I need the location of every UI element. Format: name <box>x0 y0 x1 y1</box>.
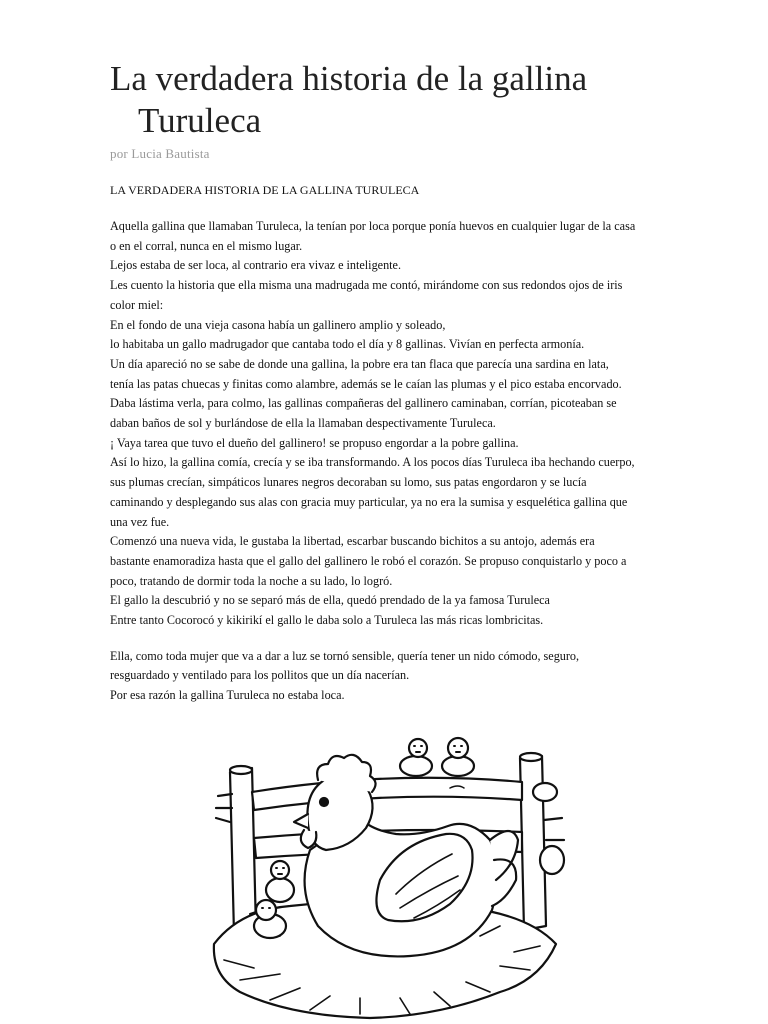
hen-beak <box>294 814 308 828</box>
text-line: Daba lástima verla, para colmo, las gallinas compañeras del gallinero caminaban, corrían, picoteaban se <box>110 396 617 411</box>
text-line: color miel: <box>110 297 164 312</box>
text-line: sus plumas crecían, simpáticos lunares negros decoraban su lomo, sus patas engordaron y se lucía <box>110 475 587 490</box>
document-body <box>110 217 670 706</box>
text-line: Lejos estaba de ser loca, al contrario era vivaz e inteligente. <box>110 258 402 273</box>
text-line: daban baños de sol y burlándose de ella la llamaban despectivamente Turuleca. <box>110 416 496 431</box>
text-line: El gallo la descubrió y no se separó más de ella, quedó prendado de la ya famosa Turuleca <box>110 593 550 608</box>
text-line: caminando y desplegando sus alas con gracia muy particular, ya no era la sumisa y esquelética gallina que <box>110 494 628 509</box>
text-line: En el fondo de una vieja casona había un gallinero amplio y soleado, <box>110 317 446 332</box>
text-line: Entre tanto Cocorocó y kikirikí el gallo le daba solo a Turuleca las más ricas lombricitas. <box>110 613 544 628</box>
chick-in-nest-1 <box>266 861 294 902</box>
fence-post-right <box>520 756 546 930</box>
text-line: Así lo hizo, la gallina comía, crecía y se iba transformando. A los pocos días Turuleca iba hechando cuerpo, <box>110 455 635 470</box>
text-line: una vez fue. <box>110 514 170 529</box>
text-line: Les cuento la historia que ella misma una madrugada me contó, mirándome con sus redondos ojos de iris <box>110 278 623 293</box>
text-line: bastante enamoradiza hasta que el gallo del gallinero le robó el corazón. Se propuso conquistarlo y poco a <box>110 553 627 568</box>
text-line: poco, tratando de dormir toda la noche a su lado, lo logró. <box>110 573 393 588</box>
article-title <box>110 58 710 142</box>
text-line: Un día apareció no se sabe de donde una gallina, la pobre era tan flaca que parecía una sardina en lata, <box>110 356 609 371</box>
hen-eye <box>320 798 328 806</box>
author-byline[interactable]: por Lucia Bautista <box>110 146 210 161</box>
text-line: lo habitaba un gallo madrugador que cantaba todo el día y 8 gallinas. Vivían en perfecta armonía. <box>110 337 585 352</box>
text-line: Ella, como toda mujer que va a dar a luz se tornó sensible, quería tener un nido cómodo, seguro, <box>110 648 580 663</box>
text-line: resguardado y ventilado para los pollitos que un día nacerían. <box>110 668 410 683</box>
hen-illustration <box>200 730 572 1024</box>
document-heading: LA VERDADERA HISTORIA DE LA GALLINA TURULECA <box>110 183 420 197</box>
text-line: ¡ Vaya tarea que tuvo el dueño del gallinero! se propuso engordar a la pobre gallina. <box>110 435 519 450</box>
title-line-2: Turuleca <box>138 101 262 140</box>
paragraph-gap <box>110 631 670 647</box>
text-line: tenía las patas chuecas y finitas como alambre, además se le caían las plumas y el pico estaba encorvado. <box>110 376 622 391</box>
text-line: Por esa razón la gallina Turuleca no estaba loca. <box>110 688 345 703</box>
hen-wattle <box>301 830 317 848</box>
title-line-1: La verdadera historia de la gallina <box>110 59 588 98</box>
fence-rail-top <box>252 778 522 810</box>
chick-on-fence-2 <box>442 738 474 776</box>
text-line: Aquella gallina que llamaban Turuleca, la tenían por loca porque ponía huevos en cualquier lugar de la casa <box>110 219 636 233</box>
text-line: Comenzó una nueva vida, le gustaba la libertad, escarbar buscando bichitos a su antojo, además era <box>110 534 595 549</box>
text-line: o en el corral, nunca en el mismo lugar. <box>110 238 303 253</box>
chick-on-fence-1 <box>400 739 432 776</box>
